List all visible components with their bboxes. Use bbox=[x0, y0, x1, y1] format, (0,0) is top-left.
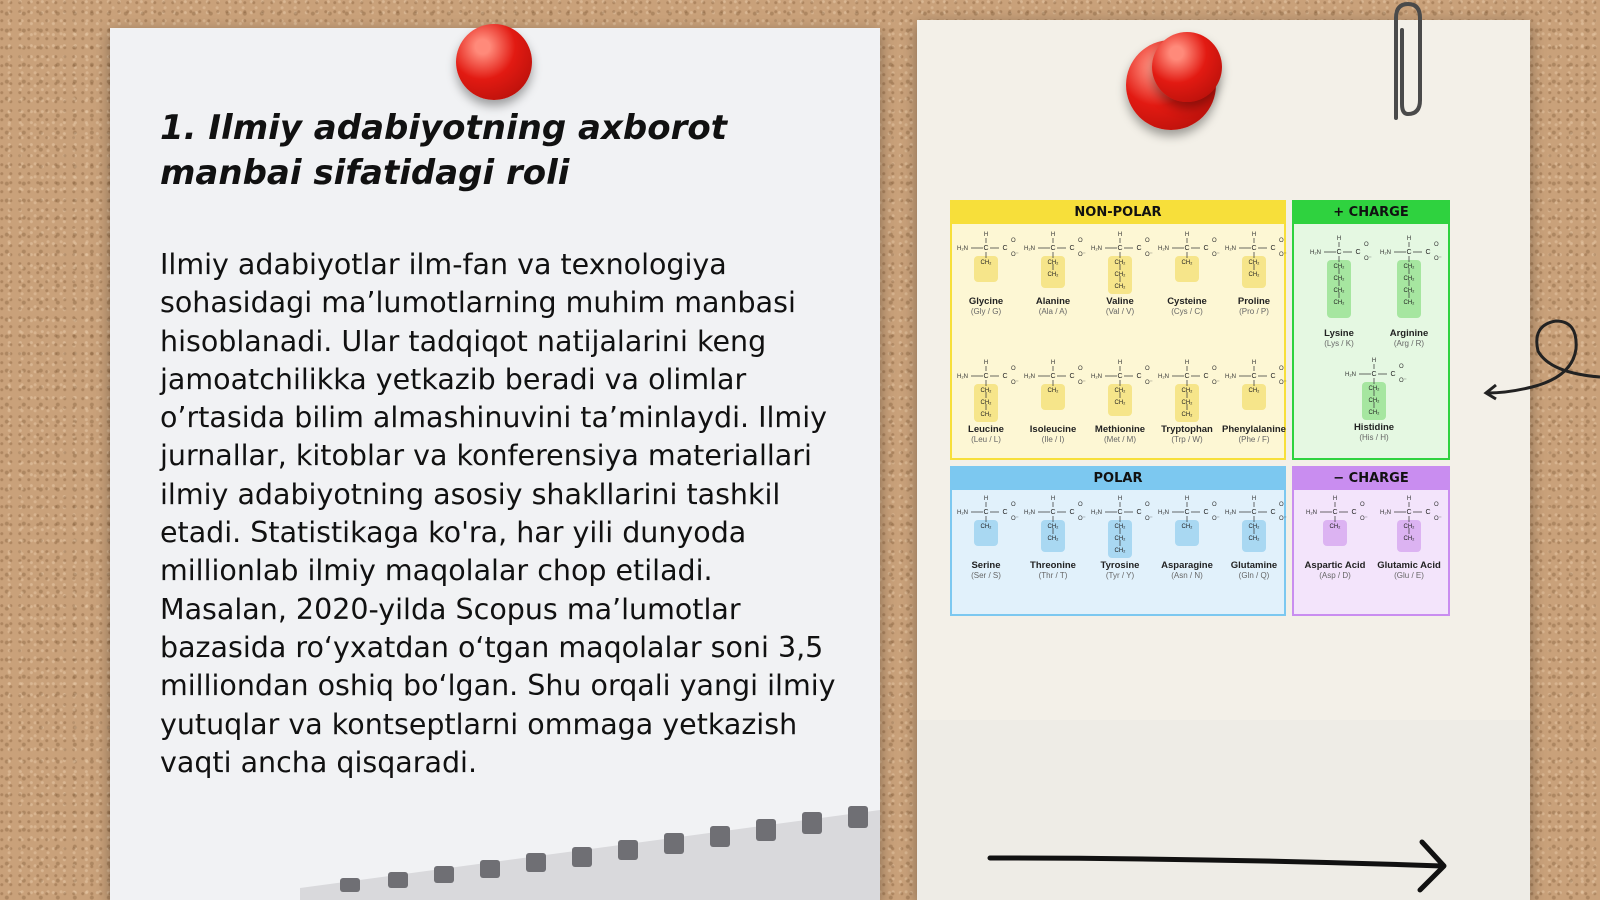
svg-text:CH₂: CH₂ bbox=[1181, 400, 1193, 406]
svg-text:H: H bbox=[1117, 496, 1123, 502]
svg-text:H₂N: H₂N bbox=[1024, 374, 1035, 380]
svg-text:C: C bbox=[1251, 245, 1257, 252]
svg-text:C: C bbox=[983, 373, 989, 380]
svg-text:CH₂: CH₂ bbox=[1047, 260, 1059, 266]
svg-text:C: C bbox=[1117, 245, 1123, 252]
svg-text:C: C bbox=[1351, 509, 1357, 516]
svg-text:C: C bbox=[1332, 509, 1338, 516]
amino-acid-name: Glutamine bbox=[1230, 560, 1278, 571]
svg-text:H₂N: H₂N bbox=[1158, 510, 1169, 516]
svg-text:C: C bbox=[1203, 509, 1209, 516]
svg-text:H₂N: H₂N bbox=[1225, 246, 1236, 252]
amino-acid-abbreviation: (Leu / L) bbox=[971, 435, 1001, 444]
amino-acid-name: Histidine bbox=[1353, 422, 1395, 433]
amino-acid-abbreviation: (Thr / T) bbox=[1038, 571, 1068, 580]
svg-text:H₂N: H₂N bbox=[1306, 510, 1317, 516]
svg-text:CH₂: CH₂ bbox=[1114, 548, 1126, 554]
svg-text:C: C bbox=[1270, 245, 1276, 252]
amino-acid-threonine bbox=[1020, 490, 1086, 580]
svg-text:CH₂: CH₂ bbox=[1333, 288, 1345, 294]
svg-text:O⁻: O⁻ bbox=[1145, 380, 1153, 386]
amino-acid-name: Tryptophan bbox=[1161, 424, 1213, 435]
svg-text:CH₂: CH₂ bbox=[1114, 260, 1126, 266]
amino-acid-name: Alanine bbox=[1035, 296, 1071, 307]
amino-acid-arginine bbox=[1376, 230, 1442, 348]
svg-text:CH₂: CH₂ bbox=[1181, 412, 1193, 418]
svg-text:CH₂: CH₂ bbox=[1368, 386, 1380, 392]
svg-text:H: H bbox=[1251, 496, 1257, 502]
amino-acid-name: Glycine bbox=[968, 296, 1004, 307]
svg-text:H: H bbox=[1050, 496, 1056, 502]
svg-text:C: C bbox=[1203, 373, 1209, 380]
svg-text:O: O bbox=[1434, 502, 1439, 508]
svg-text:C: C bbox=[1425, 509, 1431, 516]
amino-acid-abbreviation: (Cys / C) bbox=[1171, 307, 1203, 316]
amino-acid-valine bbox=[1087, 226, 1153, 316]
svg-text:H₂N: H₂N bbox=[957, 510, 968, 516]
svg-text:O⁻: O⁻ bbox=[1279, 516, 1287, 522]
amino-acid-tyrosine bbox=[1087, 490, 1153, 580]
svg-text:CH₂: CH₂ bbox=[1114, 400, 1126, 406]
svg-text:CH₂: CH₂ bbox=[1047, 524, 1059, 530]
svg-text:H₂N: H₂N bbox=[1091, 246, 1102, 252]
svg-text:O⁻: O⁻ bbox=[1360, 516, 1368, 522]
svg-text:H₂N: H₂N bbox=[957, 374, 968, 380]
svg-text:O⁻: O⁻ bbox=[1078, 252, 1086, 258]
molecule-structure-icon bbox=[1089, 354, 1151, 424]
svg-text:C: C bbox=[1390, 371, 1396, 378]
molecule-structure-icon bbox=[1089, 490, 1151, 560]
svg-text:C: C bbox=[1251, 509, 1257, 516]
svg-text:C: C bbox=[1136, 373, 1142, 380]
amino-acid-name: Cysteine bbox=[1167, 296, 1207, 307]
molecule-structure-icon bbox=[1022, 354, 1084, 424]
molecule-structure-icon bbox=[1156, 354, 1218, 424]
amino-acid-glycine bbox=[953, 226, 1019, 316]
svg-text:O⁻: O⁻ bbox=[1078, 516, 1086, 522]
svg-text:C: C bbox=[1336, 249, 1342, 256]
svg-text:C: C bbox=[1136, 509, 1142, 516]
svg-text:H: H bbox=[1336, 236, 1342, 242]
svg-text:O: O bbox=[1078, 502, 1083, 508]
svg-text:O⁻: O⁻ bbox=[1279, 380, 1287, 386]
svg-text:C: C bbox=[1117, 509, 1123, 516]
amino-acid-glutamic-acid bbox=[1376, 490, 1442, 580]
svg-text:CH₂: CH₂ bbox=[980, 388, 992, 394]
molecule-structure-icon bbox=[955, 490, 1017, 560]
svg-text:H: H bbox=[983, 232, 989, 238]
amino-acid-abbreviation: (Gly / G) bbox=[970, 307, 1002, 316]
amino-acid-name: Glutamic Acid bbox=[1377, 560, 1441, 571]
svg-text:H: H bbox=[1251, 232, 1257, 238]
svg-text:CH₂: CH₂ bbox=[1368, 410, 1380, 416]
panel-positive bbox=[1292, 200, 1450, 460]
svg-text:O: O bbox=[1279, 238, 1284, 244]
svg-text:CH₂: CH₂ bbox=[980, 400, 992, 406]
svg-text:CH₂: CH₂ bbox=[1047, 536, 1059, 542]
svg-text:O: O bbox=[1364, 242, 1369, 248]
svg-text:O⁻: O⁻ bbox=[1434, 256, 1442, 262]
amino-acid-asparagine bbox=[1154, 490, 1220, 580]
svg-text:C: C bbox=[1069, 509, 1075, 516]
svg-text:CH₂: CH₂ bbox=[980, 524, 992, 530]
amino-acid-leucine bbox=[953, 354, 1019, 444]
molecule-structure-icon bbox=[1223, 354, 1285, 424]
amino-acid-alanine bbox=[1020, 226, 1086, 316]
amino-acid-histidine bbox=[1341, 352, 1407, 442]
svg-text:CH₂: CH₂ bbox=[1114, 536, 1126, 542]
svg-text:H: H bbox=[1184, 360, 1190, 366]
svg-text:O: O bbox=[1434, 242, 1439, 248]
molecule-structure-icon bbox=[1022, 490, 1084, 560]
svg-text:C: C bbox=[983, 509, 989, 516]
svg-text:O: O bbox=[1078, 238, 1083, 244]
svg-text:C: C bbox=[1117, 373, 1123, 380]
amino-acid-abbreviation: (His / H) bbox=[1359, 433, 1389, 442]
svg-text:H₂N: H₂N bbox=[1091, 374, 1102, 380]
svg-text:O: O bbox=[1212, 502, 1217, 508]
amino-acid-name: Phenylalanine bbox=[1222, 424, 1286, 435]
svg-text:O: O bbox=[1145, 238, 1150, 244]
svg-text:O⁻: O⁻ bbox=[1399, 378, 1407, 384]
panel-title: NON-POLAR bbox=[952, 202, 1284, 224]
svg-text:CH₂: CH₂ bbox=[1181, 260, 1193, 266]
amino-acid-name: Proline bbox=[1237, 296, 1271, 307]
amino-acid-name: Threonine bbox=[1030, 560, 1076, 571]
svg-text:CH₂: CH₂ bbox=[1403, 288, 1415, 294]
svg-text:O⁻: O⁻ bbox=[1434, 516, 1442, 522]
amino-acid-name: Arginine bbox=[1389, 328, 1429, 339]
svg-text:C: C bbox=[1203, 245, 1209, 252]
svg-text:O⁻: O⁻ bbox=[1279, 252, 1287, 258]
right-arrow-icon bbox=[990, 836, 1450, 896]
molecule-structure-icon bbox=[1156, 490, 1218, 560]
svg-text:H: H bbox=[983, 496, 989, 502]
amino-acid-serine bbox=[953, 490, 1019, 580]
amino-acid-phenylalanine bbox=[1221, 354, 1287, 444]
svg-text:CH₂: CH₂ bbox=[1114, 272, 1126, 278]
panel-polar bbox=[950, 466, 1286, 616]
svg-text:H: H bbox=[1184, 496, 1190, 502]
red-pushpin-right-front bbox=[1152, 32, 1222, 102]
svg-text:CH₂: CH₂ bbox=[1047, 388, 1059, 394]
amino-acid-abbreviation: (Glu / E) bbox=[1394, 571, 1424, 580]
svg-text:C: C bbox=[1406, 509, 1412, 516]
amino-acid-abbreviation: (Ser / S) bbox=[971, 571, 1001, 580]
slide-paragraph: Ilmiy adabiyotlar ilm-fan va texnologiya sohasidagi ma’lumotlarning muhim manbasi hisoblanadi. Ular tadqiqot natijalarini keng jamoatchilikka yetkazib beradi va olimlar o’rtasida bilim almashinuvini ta’minlaydi. Ilmiy jurnallar, kitoblar va konferensiya materiallari ilmiy adabiyotning asosiy shakllarini tashkil etadi. Statistikaga ko'ra, har yili dunyoda millionlab ilmiy maqolalar chop etiladi. Masalan, 2020-yilda Scopus ma’lumotlar bazasida ro‘yxatdan o‘tgan maqolalar soni 3,5 milliondan oshiq bo‘lgan. Shu orqali yangi ilmiy yutuqlar va kontseptlarni ommaga yetkazish vaqti ancha qisqaradi. bbox=[160, 248, 836, 779]
amino-acid-name: Valine bbox=[1106, 296, 1134, 307]
svg-text:CH₂: CH₂ bbox=[1403, 536, 1415, 542]
svg-text:H: H bbox=[1117, 360, 1123, 366]
svg-text:O: O bbox=[1360, 502, 1365, 508]
amino-acid-abbreviation: (Phe / F) bbox=[1238, 435, 1270, 444]
svg-text:H: H bbox=[983, 360, 989, 366]
svg-text:H₂N: H₂N bbox=[1024, 246, 1035, 252]
svg-text:CH₂: CH₂ bbox=[1403, 276, 1415, 282]
svg-text:CH₂: CH₂ bbox=[1333, 264, 1345, 270]
molecule-structure-icon bbox=[955, 354, 1017, 424]
svg-text:CH₂: CH₂ bbox=[1403, 300, 1415, 306]
molecule-structure-icon bbox=[1089, 226, 1151, 296]
svg-text:C: C bbox=[1002, 373, 1008, 380]
svg-text:H₂N: H₂N bbox=[1345, 372, 1356, 378]
svg-text:O⁻: O⁻ bbox=[1364, 256, 1372, 262]
svg-text:O⁻: O⁻ bbox=[1212, 380, 1220, 386]
amino-acid-abbreviation: (Pro / P) bbox=[1239, 307, 1269, 316]
svg-text:C: C bbox=[1406, 249, 1412, 256]
molecule-structure-icon bbox=[1343, 352, 1405, 422]
svg-text:CH₂: CH₂ bbox=[1114, 284, 1126, 290]
svg-text:H₂N: H₂N bbox=[1158, 374, 1169, 380]
svg-text:O⁻: O⁻ bbox=[1078, 380, 1086, 386]
amino-acid-name: Aspartic Acid bbox=[1304, 560, 1366, 571]
svg-text:O: O bbox=[1399, 364, 1404, 370]
svg-text:H₂N: H₂N bbox=[1380, 510, 1391, 516]
amino-acid-abbreviation: (Val / V) bbox=[1105, 307, 1135, 316]
amino-acid-name: Lysine bbox=[1324, 328, 1354, 339]
svg-text:O: O bbox=[1279, 366, 1284, 372]
amino-acid-chart bbox=[950, 200, 1450, 616]
amino-acid-abbreviation: (Ala / A) bbox=[1038, 307, 1068, 316]
svg-text:H₂N: H₂N bbox=[1158, 246, 1169, 252]
amino-acid-tryptophan bbox=[1154, 354, 1220, 444]
svg-text:O: O bbox=[1145, 366, 1150, 372]
slide-title: 1. Ilmiy adabiyotning axborot manbai sifatidagi roli bbox=[160, 108, 727, 193]
amino-acid-glutamine bbox=[1221, 490, 1287, 580]
svg-text:CH₂: CH₂ bbox=[1248, 272, 1260, 278]
torn-paper-edge bbox=[300, 800, 880, 900]
panel-negative bbox=[1292, 466, 1450, 616]
molecule-structure-icon bbox=[955, 226, 1017, 296]
amino-acid-abbreviation: (Lys / K) bbox=[1324, 339, 1354, 348]
svg-text:C: C bbox=[1371, 371, 1377, 378]
molecule-structure-icon bbox=[1378, 490, 1440, 560]
amino-acid-name: Leucine bbox=[968, 424, 1004, 435]
amino-acid-abbreviation: (Gln / Q) bbox=[1238, 571, 1270, 580]
amino-acid-methionine bbox=[1087, 354, 1153, 444]
svg-text:O⁻: O⁻ bbox=[1145, 516, 1153, 522]
svg-text:H₂N: H₂N bbox=[1024, 510, 1035, 516]
svg-text:H: H bbox=[1406, 236, 1412, 242]
svg-text:H: H bbox=[1184, 232, 1190, 238]
svg-text:O: O bbox=[1011, 238, 1016, 244]
amino-acid-name: Tyrosine bbox=[1100, 560, 1140, 571]
amino-acid-cysteine bbox=[1154, 226, 1220, 316]
svg-text:O: O bbox=[1279, 502, 1284, 508]
svg-text:O: O bbox=[1078, 366, 1083, 372]
svg-text:C: C bbox=[1050, 373, 1056, 380]
amino-acid-abbreviation: (Asn / N) bbox=[1171, 571, 1203, 580]
svg-text:CH₂: CH₂ bbox=[1114, 524, 1126, 530]
svg-text:CH₂: CH₂ bbox=[1248, 524, 1260, 530]
amino-acid-abbreviation: (Met / M) bbox=[1104, 435, 1136, 444]
svg-text:H: H bbox=[1406, 496, 1412, 502]
panel-nonpolar bbox=[950, 200, 1286, 460]
amino-acid-name: Isoleucine bbox=[1029, 424, 1077, 435]
svg-text:O⁻: O⁻ bbox=[1145, 252, 1153, 258]
svg-text:C: C bbox=[1136, 245, 1142, 252]
svg-text:CH₂: CH₂ bbox=[1248, 536, 1260, 542]
svg-text:C: C bbox=[1050, 509, 1056, 516]
svg-text:O: O bbox=[1212, 238, 1217, 244]
svg-text:O: O bbox=[1145, 502, 1150, 508]
amino-acid-isoleucine bbox=[1020, 354, 1086, 444]
svg-text:CH₂: CH₂ bbox=[1403, 264, 1415, 270]
amino-acid-proline bbox=[1221, 226, 1287, 316]
svg-text:C: C bbox=[1184, 373, 1190, 380]
svg-text:CH₂: CH₂ bbox=[1248, 388, 1260, 394]
svg-text:H: H bbox=[1117, 232, 1123, 238]
svg-text:C: C bbox=[1069, 373, 1075, 380]
svg-text:CH₂: CH₂ bbox=[1403, 524, 1415, 530]
svg-text:CH₂: CH₂ bbox=[1181, 524, 1193, 530]
svg-text:CH₂: CH₂ bbox=[1329, 524, 1341, 530]
svg-text:CH₂: CH₂ bbox=[980, 260, 992, 266]
amino-acid-abbreviation: (Arg / R) bbox=[1393, 339, 1425, 348]
svg-text:O⁻: O⁻ bbox=[1212, 252, 1220, 258]
amino-acid-abbreviation: (Ile / I) bbox=[1041, 435, 1065, 444]
amino-acid-aspartic-acid bbox=[1302, 490, 1368, 580]
svg-text:C: C bbox=[1270, 373, 1276, 380]
molecule-structure-icon bbox=[1156, 226, 1218, 296]
svg-text:H: H bbox=[1050, 360, 1056, 366]
amino-acid-name: Methionine bbox=[1094, 424, 1146, 435]
molecule-structure-icon bbox=[1223, 490, 1285, 560]
svg-text:C: C bbox=[1425, 249, 1431, 256]
molecule-structure-icon bbox=[1378, 230, 1440, 328]
svg-text:H: H bbox=[1332, 496, 1338, 502]
panel-title: − CHARGE bbox=[1294, 468, 1448, 490]
amino-acid-lysine bbox=[1306, 230, 1372, 348]
svg-text:O⁻: O⁻ bbox=[1212, 516, 1220, 522]
svg-text:C: C bbox=[1002, 245, 1008, 252]
svg-text:O⁻: O⁻ bbox=[1011, 380, 1019, 386]
svg-text:C: C bbox=[1184, 509, 1190, 516]
svg-text:CH₂: CH₂ bbox=[1047, 272, 1059, 278]
molecule-structure-icon bbox=[1022, 226, 1084, 296]
amino-acid-abbreviation: (Asp / D) bbox=[1319, 571, 1351, 580]
svg-text:H₂N: H₂N bbox=[1310, 250, 1321, 256]
svg-text:C: C bbox=[1050, 245, 1056, 252]
svg-text:H₂N: H₂N bbox=[1225, 510, 1236, 516]
svg-text:O: O bbox=[1212, 366, 1217, 372]
svg-text:O: O bbox=[1011, 502, 1016, 508]
curly-arrow-doodle bbox=[1480, 315, 1600, 405]
molecule-structure-icon bbox=[1223, 226, 1285, 296]
panel-title: POLAR bbox=[952, 468, 1284, 490]
svg-text:H: H bbox=[1050, 232, 1056, 238]
svg-text:CH₂: CH₂ bbox=[1181, 388, 1193, 394]
svg-text:C: C bbox=[983, 245, 989, 252]
svg-text:CH₂: CH₂ bbox=[1368, 398, 1380, 404]
svg-text:CH₂: CH₂ bbox=[1114, 388, 1126, 394]
amino-acid-abbreviation: (Trp / W) bbox=[1171, 435, 1203, 444]
svg-text:C: C bbox=[1355, 249, 1361, 256]
amino-acid-abbreviation: (Tyr / Y) bbox=[1105, 571, 1135, 580]
svg-text:H: H bbox=[1371, 358, 1377, 364]
svg-text:C: C bbox=[1069, 245, 1075, 252]
panel-title: + CHARGE bbox=[1294, 202, 1448, 224]
molecule-structure-icon bbox=[1304, 490, 1366, 560]
svg-text:CH₂: CH₂ bbox=[980, 412, 992, 418]
svg-text:C: C bbox=[1251, 373, 1257, 380]
svg-text:O⁻: O⁻ bbox=[1011, 516, 1019, 522]
svg-text:O: O bbox=[1011, 366, 1016, 372]
molecule-structure-icon bbox=[1308, 230, 1370, 328]
amino-acid-name: Asparagine bbox=[1161, 560, 1213, 571]
svg-text:C: C bbox=[1002, 509, 1008, 516]
svg-text:CH₂: CH₂ bbox=[1333, 300, 1345, 306]
amino-acid-name: Serine bbox=[971, 560, 1001, 571]
svg-text:C: C bbox=[1184, 245, 1190, 252]
red-pushpin-left bbox=[456, 24, 532, 100]
svg-text:CH₂: CH₂ bbox=[1333, 276, 1345, 282]
svg-text:H₂N: H₂N bbox=[1225, 374, 1236, 380]
paperclip-icon bbox=[1378, 0, 1428, 125]
svg-text:CH₂: CH₂ bbox=[1248, 260, 1260, 266]
svg-text:H₂N: H₂N bbox=[1380, 250, 1391, 256]
svg-text:O⁻: O⁻ bbox=[1011, 252, 1019, 258]
svg-text:C: C bbox=[1270, 509, 1276, 516]
svg-text:H₂N: H₂N bbox=[1091, 510, 1102, 516]
svg-text:H: H bbox=[1251, 360, 1257, 366]
svg-text:H₂N: H₂N bbox=[957, 246, 968, 252]
